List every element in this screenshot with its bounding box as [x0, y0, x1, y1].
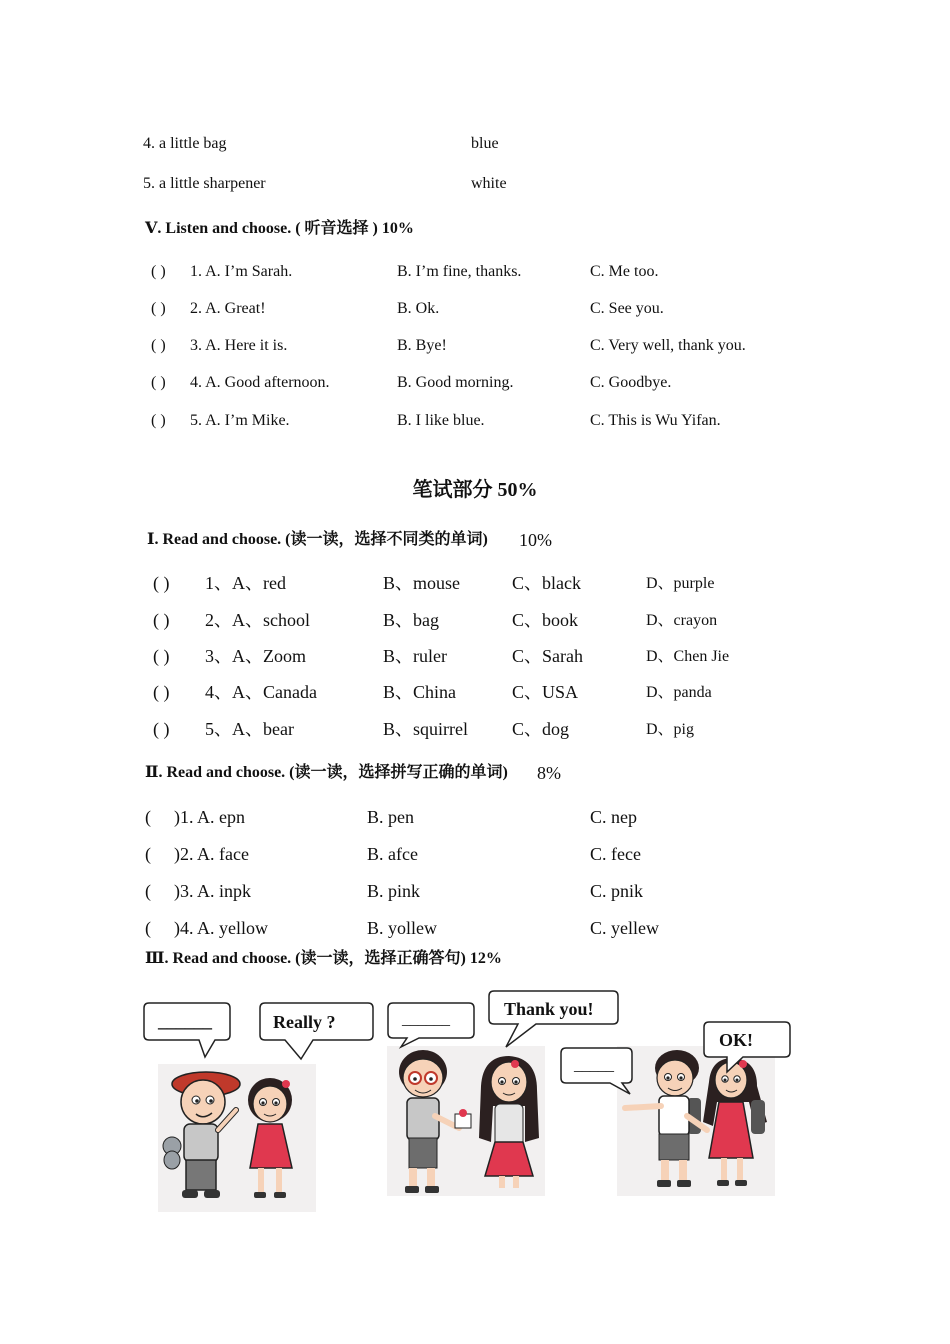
- match-right-4: blue: [471, 135, 499, 152]
- option-a: 2. A. Great!: [190, 300, 266, 317]
- option-a: )3. A. inpk: [174, 881, 252, 901]
- section-ii-score: 8%: [537, 763, 561, 783]
- option-a: )1. A. epn: [174, 807, 245, 827]
- scene-2-illustration: [387, 1046, 545, 1196]
- option-b: B、China: [383, 682, 457, 702]
- option-b: B. Ok.: [397, 300, 440, 317]
- option-d: D、Chen Jie: [646, 648, 730, 665]
- option-c: C、USA: [512, 682, 579, 702]
- option-b: B、ruler: [383, 646, 447, 666]
- option-b: B、squirrel: [383, 719, 468, 739]
- answer-bracket[interactable]: ( ): [153, 682, 170, 702]
- option-c: C、book: [512, 610, 579, 630]
- section-v-heading: Ⅴ. Listen and choose. ( 听音选择 ) 10%: [145, 220, 414, 237]
- option-b: B. pink: [367, 881, 421, 901]
- option-b: B、bag: [383, 610, 439, 630]
- option-a: 4. A. Good afternoon.: [190, 374, 330, 391]
- bubble-text[interactable]: ______: [158, 1011, 212, 1031]
- bubble-text[interactable]: _____: [574, 1057, 614, 1074]
- speech-bubble: [143, 1002, 231, 1058]
- answer-bracket[interactable]: ( ): [151, 300, 166, 317]
- section-iii-heading: Ⅲ. Read and choose. (读一读，选择正确答句) 12%: [145, 950, 502, 967]
- option-b: B. yollew: [367, 918, 437, 938]
- option-a: 2、A、school: [205, 610, 310, 630]
- answer-bracket[interactable]: ( ): [151, 337, 166, 354]
- answer-bracket[interactable]: ( ): [151, 412, 166, 429]
- option-c: C. See you.: [590, 300, 664, 317]
- answer-bracket[interactable]: ( ): [151, 263, 166, 280]
- option-b: B. Good morning.: [397, 374, 514, 391]
- scene-1-illustration: [158, 1064, 316, 1212]
- answer-bracket[interactable]: (: [145, 807, 151, 827]
- speech-bubble: [488, 990, 619, 1048]
- answer-bracket[interactable]: ( ): [153, 610, 170, 630]
- option-b: B、mouse: [383, 573, 461, 593]
- option-a: 4、A、Canada: [205, 682, 317, 702]
- option-a: 1、A、red: [205, 573, 286, 593]
- option-c: C. Very well, thank you.: [590, 337, 746, 354]
- option-c: C、Sarah: [512, 646, 583, 666]
- answer-bracket[interactable]: ( ): [151, 374, 166, 391]
- match-right-5: white: [471, 175, 507, 192]
- bubble-text: Really ?: [273, 1012, 336, 1032]
- bubble-text[interactable]: ______: [402, 1011, 450, 1028]
- option-c: C. nep: [590, 807, 637, 827]
- option-b: B. Bye!: [397, 337, 447, 354]
- boy-giving-gift-image: [387, 1046, 545, 1196]
- section-ii-heading: Ⅱ. Read and choose. (读一读，选择拼写正确的单词): [145, 764, 508, 781]
- section-i-score: 10%: [519, 530, 552, 550]
- option-a: 3. A. Here it is.: [190, 337, 288, 354]
- bubble-text: Thank you!: [504, 999, 594, 1019]
- section-i-heading: Ⅰ. Read and choose. (读一读，选择不同类的单词): [147, 531, 488, 548]
- match-left-5: 5. a little sharpener: [143, 175, 266, 192]
- option-c: C. yellew: [590, 918, 659, 938]
- option-a: )4. A. yellow: [174, 918, 268, 938]
- answer-bracket[interactable]: ( ): [153, 573, 170, 593]
- speech-bubble: [703, 1021, 791, 1073]
- answer-bracket[interactable]: (: [145, 844, 151, 864]
- option-c: C. fece: [590, 844, 641, 864]
- answer-bracket[interactable]: ( ): [153, 646, 170, 666]
- bubble-text: OK!: [719, 1030, 753, 1050]
- option-c: C. pnik: [590, 881, 644, 901]
- speech-bubble: [387, 1002, 475, 1048]
- answer-bracket[interactable]: (: [145, 881, 151, 901]
- option-c: C. Me too.: [590, 263, 659, 280]
- option-b: B. I’m fine, thanks.: [397, 263, 522, 280]
- option-c: C. Goodbye.: [590, 374, 672, 391]
- option-b: B. I like blue.: [397, 412, 485, 429]
- option-d: D、purple: [646, 575, 715, 592]
- option-a: 1. A. I’m Sarah.: [190, 263, 293, 280]
- option-a: )2. A. face: [174, 844, 249, 864]
- answer-bracket[interactable]: ( ): [153, 719, 170, 739]
- speech-bubble: [259, 1002, 374, 1060]
- answer-bracket[interactable]: (: [145, 918, 151, 938]
- speech-bubble: [560, 1047, 633, 1095]
- option-b: B. pen: [367, 807, 414, 827]
- option-d: D、pig: [646, 721, 695, 738]
- option-d: D、crayon: [646, 612, 718, 629]
- written-part-title: 笔试部分 50%: [412, 479, 538, 501]
- option-b: B. afce: [367, 844, 418, 864]
- boy-and-girl-greeting-image: [158, 1064, 316, 1212]
- option-d: D、panda: [646, 684, 712, 701]
- option-c: C. This is Wu Yifan.: [590, 412, 721, 429]
- option-a: 3、A、Zoom: [205, 646, 306, 666]
- option-c: C、dog: [512, 719, 570, 739]
- option-c: C、black: [512, 573, 581, 593]
- option-a: 5、A、bear: [205, 719, 294, 739]
- match-left-4: 4. a little bag: [143, 135, 227, 152]
- option-a: 5. A. I’m Mike.: [190, 412, 290, 429]
